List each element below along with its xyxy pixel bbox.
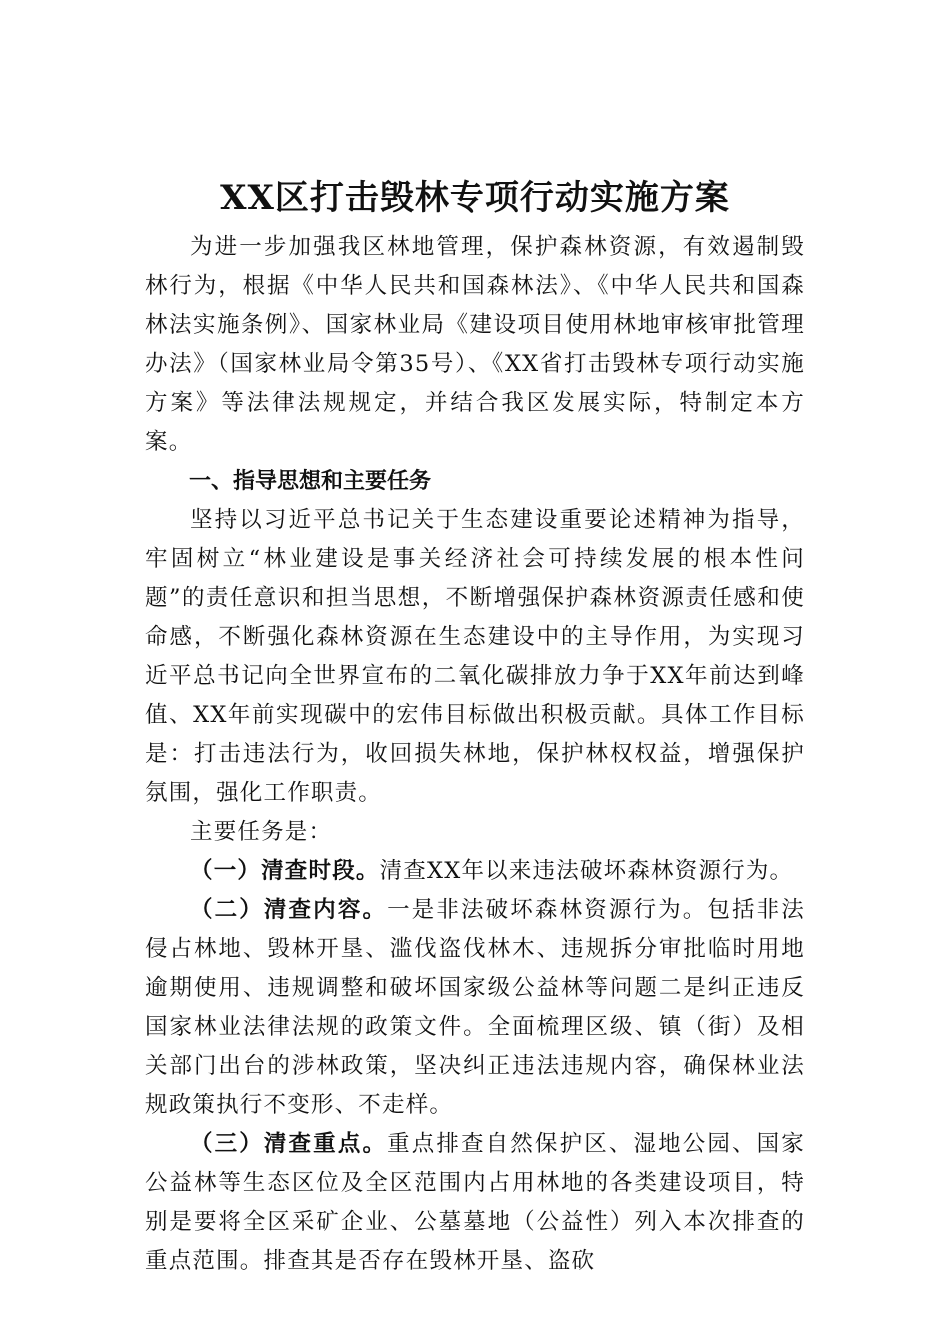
task-item-2-lead: （二）清查内容。	[190, 897, 388, 923]
task-item-2	[145, 891, 805, 1125]
tasks-intro: 主要任务是：	[190, 819, 333, 845]
document-page	[145, 172, 805, 1281]
task-item-3-text: 重点排查自然保护区、湿地公园、国家公益林等生态区位及全区范围内占用林地的各类建设项目，特别是要将全区采矿企业、公墓墓地（公益性）列入本次排查的重点范围。排查其是否存在毁林开垦、盗砍	[145, 1131, 805, 1274]
document-title: XX区打击毁林专项行动实施方案	[220, 178, 730, 218]
section-heading: 一、指导思想和主要任务	[189, 469, 432, 494]
task-item-3-lead: （三）清查重点。	[190, 1131, 388, 1157]
task-item-1	[145, 852, 805, 891]
task-item-2-text: 一是非法破坏森林资源行为。包括非法侵占林地、毁林开垦、滥伐盗伐林木、违规拆分审批临时用地逾期使用、违规调整和破坏国家级公益林等问题二是纠正违反国家林业法律法规的政策文件。全面梳理区级、镇（街）及相关部门出台的涉林政策，坚决纠正违法违规内容，确保林业法规政策执行不变形、不走样。	[145, 897, 805, 1118]
guiding-paragraph: 坚持以习近平总书记关于生态建设重要论述精神为指导，牢固树立“林业建设是事关经济社会可持续发展的根本性问题”的责任意识和担当思想，不断增强保护森林资源责任感和使命感，不断强化森林资源在生态建设中的主导作用，为实现习近平总书记向全世界宣布的二氧化碳排放力争于XX年前达到峰值、XX年前实现碳中的宏伟目标做出积极贡献。具体工作目标是：打击违法行为，收回损失林地，保护林权权益，增强保护氛围，强化工作职责。	[145, 507, 805, 806]
task-item-1-text: 清查XX年以来违法破坏森林资源行为。	[379, 858, 794, 884]
task-item-1-lead: （一）清查时段。	[190, 858, 380, 884]
intro-paragraph: 为进一步加强我区林地管理，保护森林资源，有效遏制毁林行为，根据《中华人民共和国森林法》、《中华人民共和国森林法实施条例》、国家林业局《建设项目使用林地审核审批管理办法》（国家林业局令第35号）、《XX省打击毁林专项行动实施方案》等法律法规规定，并结合我区发展实际，特制定本方案。	[145, 234, 805, 455]
task-item-3	[145, 1125, 805, 1281]
